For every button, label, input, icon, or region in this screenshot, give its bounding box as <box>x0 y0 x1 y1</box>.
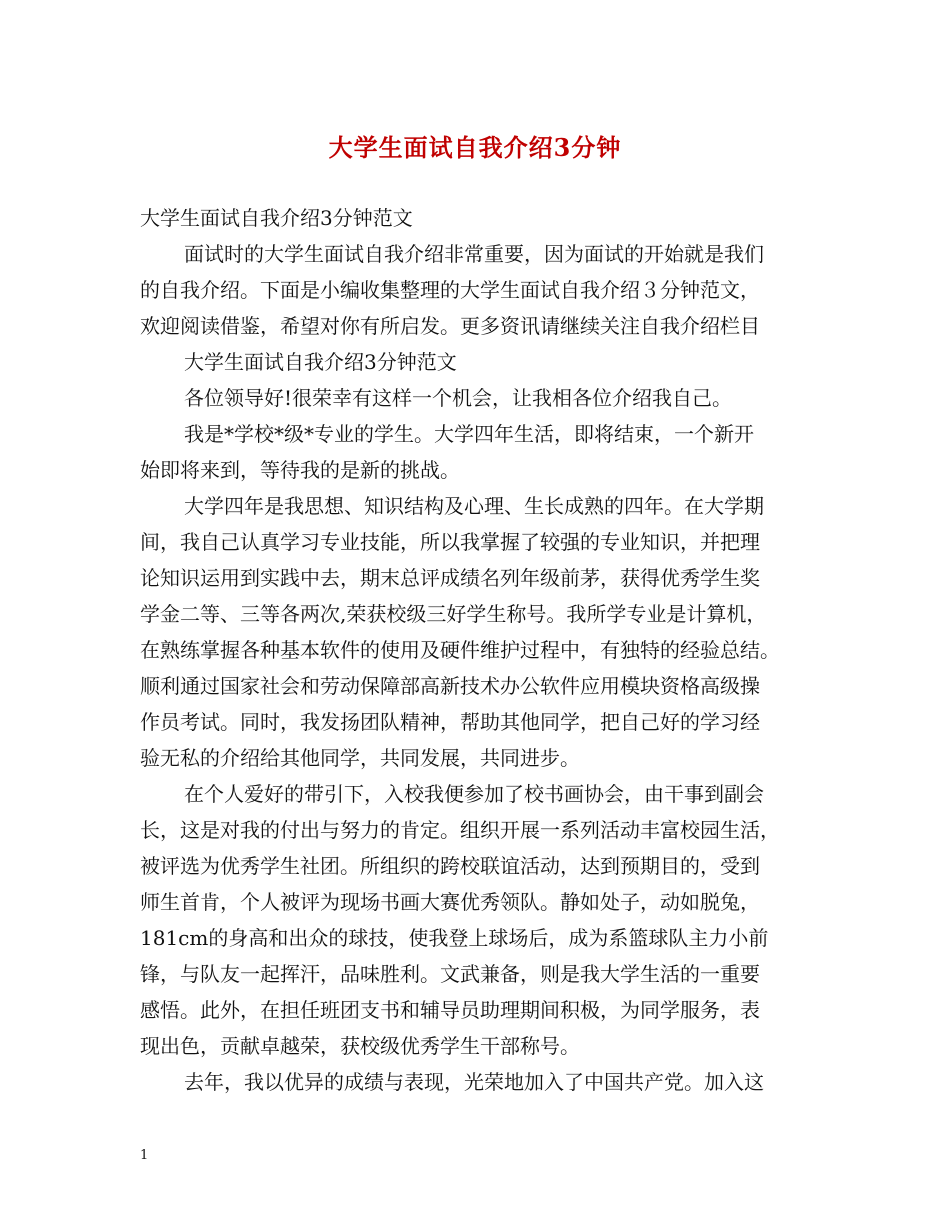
paragraph-line: 的自我介绍。下面是小编收集整理的大学生面试自我介绍３分钟范文， <box>140 278 760 302</box>
paragraph-line: 顺利通过国家社会和劳动保障部高新技术办公软件应用模块资格高级操 <box>140 674 760 698</box>
paragraph-line: 间，我自己认真学习专业技能，所以我掌握了较强的专业知识，并把理 <box>140 530 760 554</box>
paragraph-line: 面试时的大学生面试自我介绍非常重要，因为面试的开始就是我们 <box>184 242 764 266</box>
paragraph-line: 感悟。此外，在担任班团支书和辅导员助理期间积极，为同学服务，表 <box>140 998 760 1022</box>
paragraph-line: 锋，与队友一起挥汗，品味胜利。文武兼备，则是我大学生活的一重要 <box>140 962 760 986</box>
paragraph-line: 师生首肯，个人被评为现场书画大赛优秀领队。静如处子，动如脱兔， <box>140 890 760 914</box>
section-heading-line: 大学生面试自我介绍3分钟范文 <box>184 350 457 374</box>
document-body <box>140 200 820 1100</box>
paragraph-line: 181cm的身高和出众的球技，使我登上球场后，成为系篮球队主力小前 <box>140 926 769 950</box>
document-title: 大学生面试自我介绍3分钟 <box>328 133 622 162</box>
paragraph-line: 在熟练掌握各种基本软件的使用及硬件维护过程中，有独特的经验总结。 <box>140 638 780 662</box>
paragraph-line: 大学四年是我思想、知识结构及心理、生长成熟的四年。在大学期 <box>184 494 764 518</box>
paragraph-line: 去年，我以优异的成绩与表现，光荣地加入了中国共产党。加入这 <box>184 1070 764 1094</box>
paragraph-line: 论知识运用到实践中去，期末总评成绩名列年级前茅，获得优秀学生奖 <box>140 566 760 590</box>
paragraph-line: 长，这是对我的付出与努力的肯定。组织开展一系列活动丰富校园生活， <box>140 818 780 842</box>
subtitle-line: 大学生面试自我介绍3分钟范文 <box>140 206 413 230</box>
page-number: 1 <box>140 1148 149 1163</box>
paragraph-line: 欢迎阅读借鉴，希望对你有所启发。更多资讯请继续关注自我介绍栏目 <box>140 314 760 338</box>
paragraph-line: 学金二等、三等各两次,荣获校级三好学生称号。我所学专业是计算机， <box>140 602 767 626</box>
paragraph-line: 在个人爱好的带引下，入校我便参加了校书画协会，由干事到副会 <box>184 782 764 806</box>
paragraph-line: 各位领导好!很荣幸有这样一个机会，让我相各位介绍我自己。 <box>184 386 733 410</box>
paragraph-line: 验无私的介绍给其他同学，共同发展，共同进步。 <box>140 746 580 770</box>
paragraph-line: 作员考试。同时，我发扬团队精神，帮助其他同学，把自己好的学习经 <box>140 710 760 734</box>
paragraph-line: 我是*学校*级*专业的学生。大学四年生活，即将结束，一个新开 <box>184 422 754 446</box>
paragraph-line: 现出色，贡献卓越荣，获校级优秀学生干部称号。 <box>140 1034 580 1058</box>
paragraph-line: 被评选为优秀学生社团。所组织的跨校联谊活动，达到预期目的，受到 <box>140 854 760 878</box>
paragraph-line: 始即将来到，等待我的是新的挑战。 <box>140 458 460 482</box>
